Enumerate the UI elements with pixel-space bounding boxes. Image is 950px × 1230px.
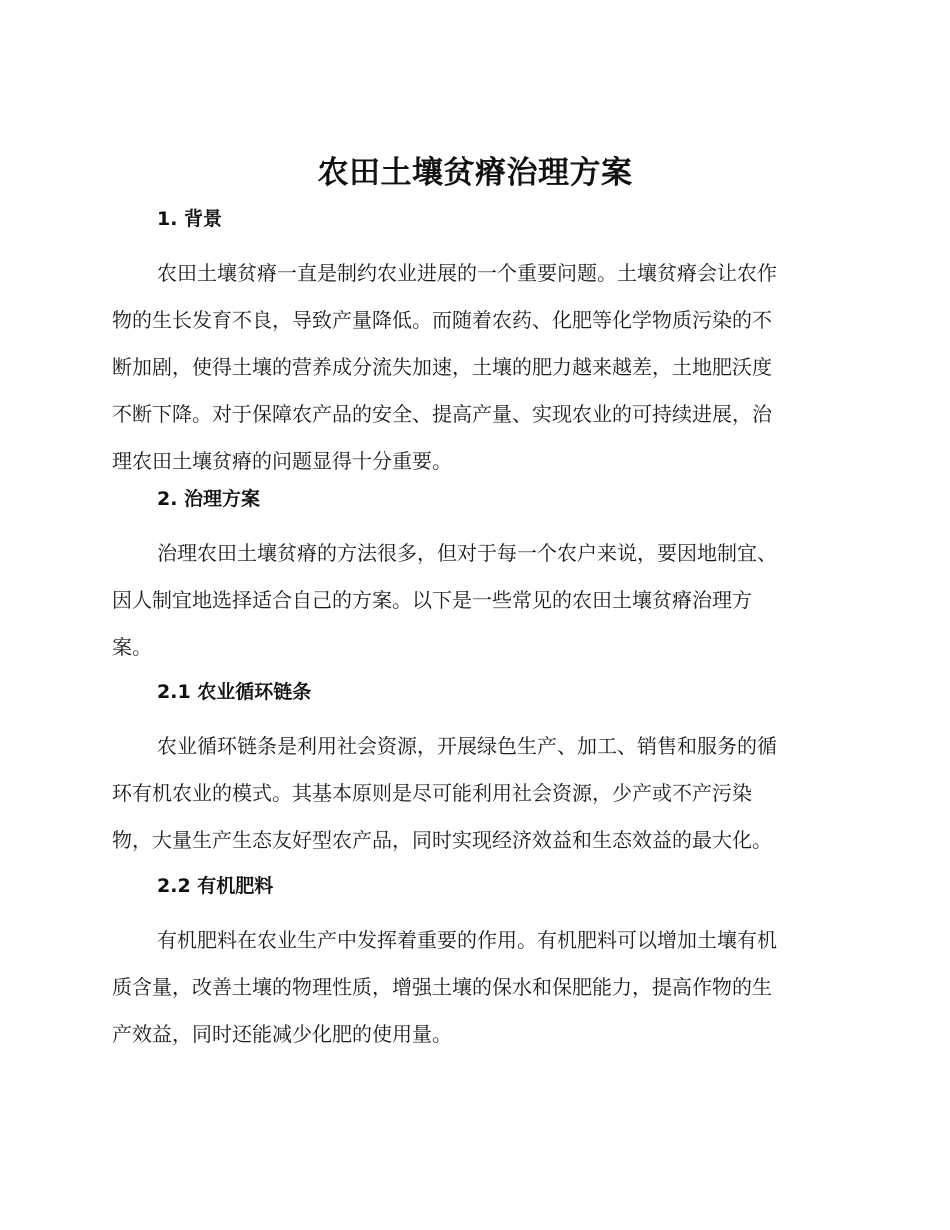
section-heading-solutions: 2. 治理方案: [157, 488, 261, 510]
section-paragraph-agricultural-cycle: [112, 723, 830, 864]
document-title: 农田土壤贫瘠治理方案: [317, 155, 633, 191]
paragraph-line: 治理农田土壤贫瘠的方法很多，但对于每一个农户来说，要因地制宜、: [157, 541, 777, 565]
section-paragraph-solutions: [112, 530, 830, 671]
paragraph-line: 物的生长发育不良，导致产量降低。而随着农药、化肥等化学物质污染的不: [112, 308, 772, 332]
section-heading-background: 1. 背景: [157, 208, 223, 230]
section-heading-agricultural-cycle: 2.1 农业循环链条: [157, 681, 312, 703]
section-paragraph-organic-fertilizer: [112, 917, 830, 1058]
section-heading-organic-fertilizer: 2.2 有机肥料: [157, 875, 274, 897]
paragraph-line: 产效益，同时还能减少化肥的使用量。: [112, 1022, 452, 1046]
paragraph-line: 理农田土壤贫瘠的问题显得十分重要。: [112, 449, 452, 473]
paragraph-line: 因人制宜地选择适合自己的方案。以下是一些常见的农田土壤贫瘠治理方: [112, 588, 752, 612]
section-paragraph-background: [112, 250, 830, 485]
paragraph-line: 有机肥料在农业生产中发挥着重要的作用。有机肥料可以增加土壤有机: [157, 928, 777, 952]
paragraph-line: 农田土壤贫瘠一直是制约农业进展的一个重要问题。土壤贫瘠会让农作: [157, 261, 777, 285]
paragraph-line: 环有机农业的模式。其基本原则是尽可能利用社会资源，少产或不产污染: [112, 781, 752, 805]
paragraph-line: 农业循环链条是利用社会资源，开展绿色生产、加工、销售和服务的循: [157, 734, 777, 758]
paragraph-line: 案。: [112, 635, 152, 659]
paragraph-line: 不断下降。对于保障农产品的安全、提高产量、实现农业的可持续进展，治: [112, 402, 772, 426]
paragraph-line: 质含量，改善土壤的物理性质，增强土壤的保水和保肥能力，提高作物的生: [112, 975, 772, 999]
paragraph-line: 物，大量生产生态友好型农产品，同时实现经济效益和生态效益的最大化。: [112, 828, 772, 852]
paragraph-line: 断加剧，使得土壤的营养成分流失加速，土壤的肥力越来越差，土地肥沃度: [112, 355, 772, 379]
